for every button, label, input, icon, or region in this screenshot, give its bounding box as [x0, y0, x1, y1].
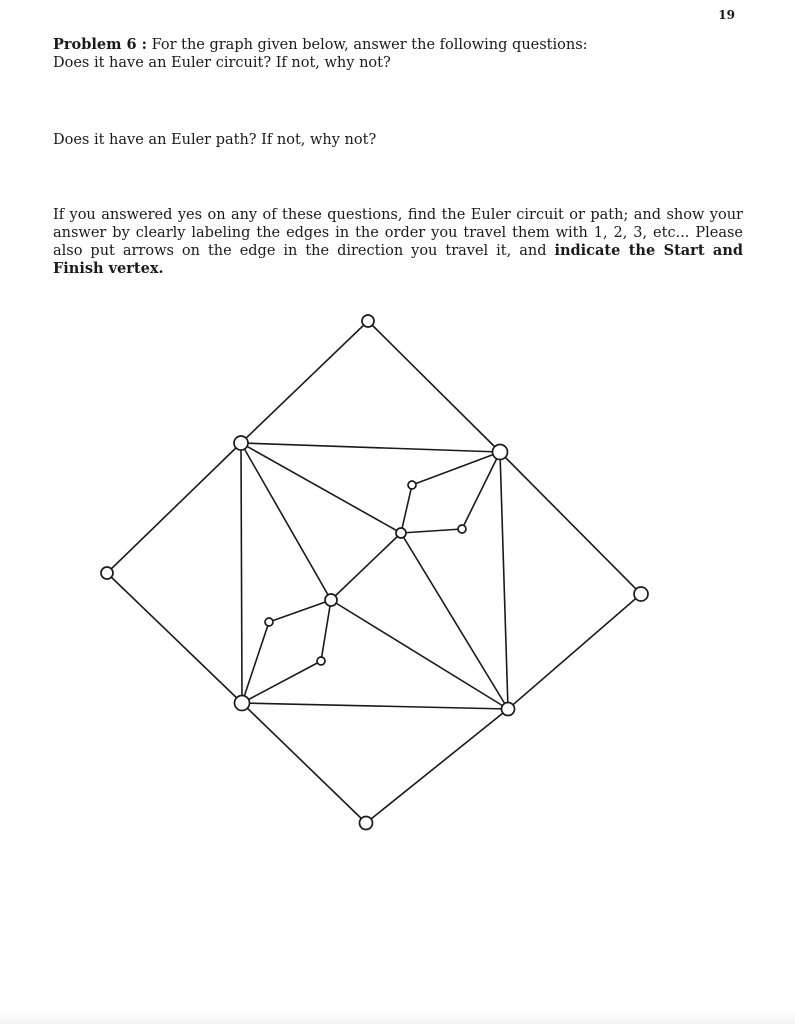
- vertex-center-upper: [396, 528, 406, 538]
- vertex-small-bottom: [317, 657, 325, 665]
- edge-top-upperright: [368, 321, 500, 452]
- edge-centerupper-smallright: [401, 529, 462, 533]
- edge-upperleft-centerupper: [241, 443, 401, 533]
- graph-edges: [107, 321, 641, 823]
- vertex-small-top: [408, 481, 416, 489]
- vertex-lower-left: [235, 696, 250, 711]
- vertex-upper-right: [493, 445, 508, 460]
- edge-upperleft-lowerleft: [241, 443, 242, 703]
- edge-smalltop-centerupper: [401, 485, 412, 533]
- edge-upperright-lowerright: [500, 452, 508, 709]
- edge-centerupper-lowerright: [401, 533, 508, 709]
- edge-smallbottom-centerlower: [321, 600, 331, 661]
- graph-vertices: [101, 315, 648, 830]
- instructions-text: If you answered yes on any of these questions, find the Euler circuit or path; and show your answer by clearly labeling the edges in the order you travel them with 1, 2, 3, etc... Please also put arrows on the edge in the direction you travel it, and: [53, 207, 743, 259]
- page-number: 19: [718, 8, 735, 22]
- instructions-bold-text: indicate the Start and Finish vertex.: [53, 242, 744, 277]
- edge-bottom-lowerleft: [242, 703, 366, 823]
- vertex-top: [362, 315, 374, 327]
- edge-upperleft-upperright: [241, 443, 500, 452]
- page-bottom-edge: [0, 1012, 795, 1024]
- vertex-center-lower: [325, 594, 337, 606]
- vertex-lower-right: [502, 703, 515, 716]
- vertex-upper-left: [234, 436, 248, 450]
- edge-lowerleft-lowerright: [242, 703, 508, 709]
- problem-title: Problem 6 :: [53, 36, 147, 53]
- vertex-small-right: [458, 525, 466, 533]
- vertex-small-left: [265, 618, 273, 626]
- question-euler-circuit: Does it have an Euler circuit? If not, why not?: [53, 55, 391, 71]
- problem-intro: For the graph given below, answer the following questions:: [151, 37, 588, 53]
- edge-right-upperright: [500, 452, 641, 594]
- edge-left-upperleft: [107, 443, 241, 573]
- edge-bottom-lowerright: [366, 709, 508, 823]
- edge-upperleft-centerlower: [241, 443, 331, 600]
- vertex-right: [634, 587, 648, 601]
- vertex-left: [101, 567, 113, 579]
- edge-centerlower-lowerright: [331, 600, 508, 709]
- edge-top-upperleft: [241, 321, 368, 443]
- vertex-bottom: [360, 817, 373, 830]
- edge-left-lowerleft: [107, 573, 242, 703]
- question-euler-path: Does it have an Euler path? If not, why not?: [53, 132, 377, 148]
- edge-centerupper-centerlower: [331, 533, 401, 600]
- edge-right-lowerright: [508, 594, 641, 709]
- edge-centerlower-smallleft: [269, 600, 331, 622]
